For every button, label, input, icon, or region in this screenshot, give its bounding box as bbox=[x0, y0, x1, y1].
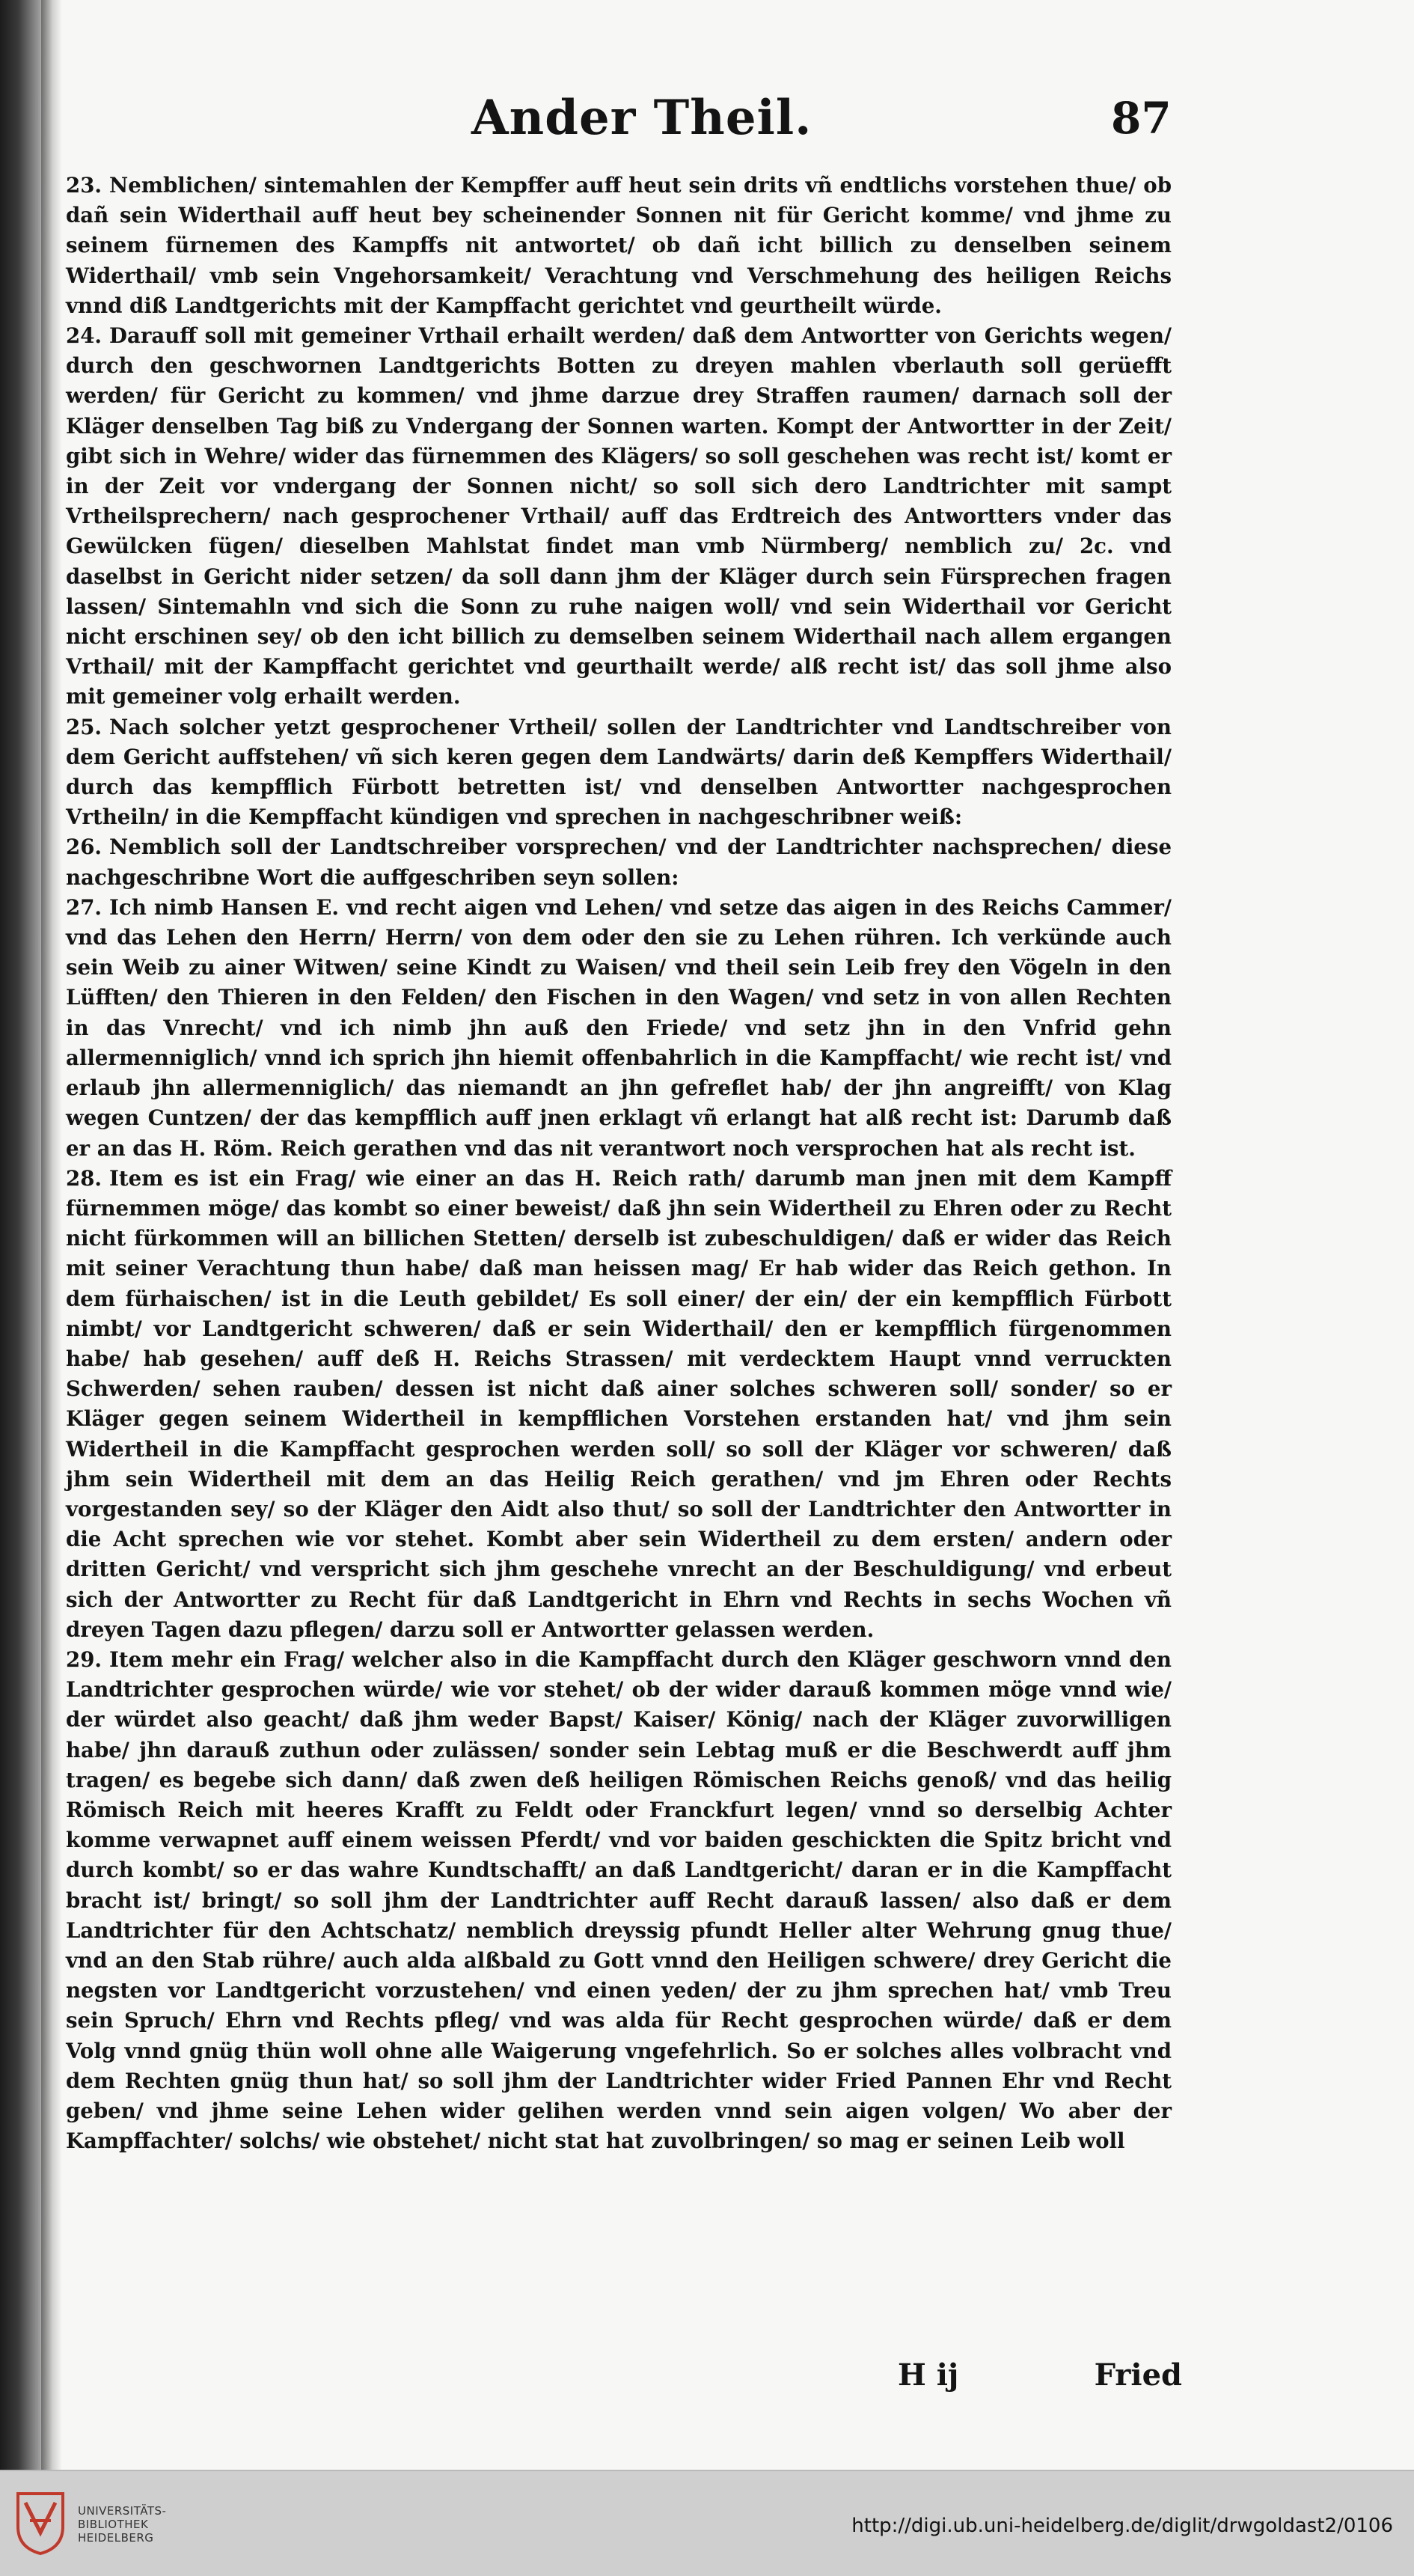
library-name-line: HEIDELBERG bbox=[78, 2531, 154, 2545]
signature-mark: H ij bbox=[898, 2357, 959, 2393]
paragraph-24 bbox=[66, 321, 1172, 712]
viewer-footer-bar bbox=[0, 2470, 1414, 2576]
paragraph-23 bbox=[66, 171, 1172, 321]
paragraph-number: 24. bbox=[66, 323, 102, 349]
paragraph-text: Darauff soll mit gemeiner Vrthail erhailt werden/ daß dem Antwortter von Gerichts wegen/ durch den geschwornen Landtgerichts Botten zu dreyen mahlen vberlauth soll gerüefft werden/ für Gericht zu kommen/ vnd jhme darzue drey Straffen raumen/ darnach soll der Kläger denselben Tag biß zu Vndergang der Sonnen warten. Kompt der Antwortter in der Zeit/ gibt sich in Wehre/ wider das fürnemmen des Klägers/ so soll geschehen was recht ist/ komt er in der Zeit vor vndergang der Sonnen nicht/ so soll sich dero Landtrichter mit sampt Vrtheilsprechern/ nach gesprochener Vrthail/ auff das Erdtreich des Antwortters vnder das Gewülcken fügen/ dieselben Mahlstat findet man vmb Nürmberg/ nemblich zu/ 2c. vnd daselbst in Gericht nider setzen/ da soll dann jhm der Kläger durch sein Fürsprechen fragen lassen/ Sintemahln vnd sich die Sonn zu ruhe naigen woll/ vnd sein Widerthail vor Gericht nicht erschinen sey/ ob den icht billich zu demselben seinem Widerthail nach allem ergangen Vrthail/ mit der Kampffacht gerichtet vnd geurthailt werde/ alß recht ist/ das soll jhme also mit gemeiner volg erhailt werden. bbox=[66, 323, 1172, 709]
page-footer bbox=[898, 2357, 1182, 2402]
library-name-line: BIBLIOTHEK bbox=[78, 2518, 149, 2531]
body-text bbox=[66, 171, 1172, 2156]
library-name-line: UNIVERSITÄTS- bbox=[78, 2504, 167, 2518]
library-name bbox=[78, 2504, 166, 2545]
paragraph-number: 28. bbox=[66, 1165, 102, 1191]
paragraph-27 bbox=[66, 893, 1172, 1164]
running-title: Ander Theil. bbox=[471, 90, 812, 146]
paragraph-text: Ich nimb Hansen E. vnd recht aigen vnd Lehen/ vnd setze das aigen in des Reichs Cammer/ vnd das Lehen den Herrn/ Herrn/ von dem oder den sie zu Lehen rühren. Ich verkünde auch sein Weib zu ainer Witwen/ seine Kindt zu Waisen/ vnd theil sein Leib frey den Vögeln in den Lüfften/ den Thieren in den Felden/ den Fischen in den Wagen/ vnd setz in von allen Rechten in das Vnrecht/ vnd ich nimb jhn auß den Friede/ vnd setz jhn in den Vnfrid gehn allermenniglich/ vnnd ich sprich jhn hiemit offenbahrlich in die Kampffacht/ wie recht ist/ vnd erlaub jhn allermenniglich/ das niemandt an jhn gefreflet hab/ der jhn angreifft/ von Klag wegen Cuntzen/ der das kempfflich auff jnen erklagt vñ erlangt hat alß recht ist: Darumb daß er an das H. Röm. Reich gerathen vnd das nit verantwort noch versprochen hat als recht ist. bbox=[66, 894, 1172, 1161]
source-url-link[interactable]: http://digi.ub.uni-heidelberg.de/diglit/drwgoldast2/0106 bbox=[851, 2515, 1393, 2537]
paragraph-number: 23. bbox=[66, 173, 102, 198]
paragraph-text: Nach solcher yetzt gesprochener Vrtheil/ sollen der Landtrichter vnd Landtschreiber von dem Gericht auffstehen/ vñ sich keren gegen dem Landwärts/ darin deß Kempffers Widerthail/ durch das kempfflich Fürbott betretten ist/ vnd denselben Antwortter nachgesprochen Vrtheiln/ in die Kempffacht kündigen vnd sprechen in nachgeschribner weiß: bbox=[66, 714, 1172, 830]
paragraph-number: 25. bbox=[66, 714, 102, 739]
paragraph-text: Nemblich soll der Landtschreiber vorsprechen/ vnd der Landtrichter nachsprechen/ diese nachgeschribne Wort die auffgeschriben seyn sollen: bbox=[66, 834, 1172, 890]
paragraph-29 bbox=[66, 1645, 1172, 2156]
catchword: Fried bbox=[1094, 2357, 1182, 2393]
page-header bbox=[67, 90, 1190, 172]
paragraph-text: Item mehr ein Frag/ welcher also in die Kampffacht durch den Kläger geschworn vnnd den Landtrichter gesprochen würde/ wie vor stehet/ ob der wider darauß kommen möge vnnd wie/ der würdet also geacht/ daß jhm weder Bapst/ Kaiser/ König/ nach der Kläger zuvorwilligen habe/ jhn darauß zuthun oder zulässen/ sonder sein Lebtag muß er die Beschwerdt auff jhm tragen/ es begebe sich dann/ daß zwen deß heiligen Römischen Reichs genoß/ vnd das heilig Römisch Reich mit heeres Krafft zu Feldt oder Franckfurt legen/ vnnd so derselbig Achter komme verwapnet auff einem weissen Pferdt/ vnd vor baiden geschickten die Spitz bricht vnd durch kombt/ so er das wahre Kundtschafft/ an daß Landtgericht/ daran er in die Kampffacht bracht ist/ bringt/ so soll jhm der Landtrichter auff Recht darauß lassen/ also daß er dem Landtrichter für den Achtschatz/ nemblich dreyssig pfundt Heller alter Wehrung gnug thue/ vnd an den Stab rühre/ auch alda alßbald zu Gott vnnd den Heiligen schwere/ drey Gericht die negsten vor Landtgericht vorzustehen/ vnd einen yeden/ der zu jhm sprechen hat/ vmb Treu sein Spruch/ Ehrn vnd Rechts pfleg/ vnd was alda für Recht gesprochen würde/ daß er dem Volg vnnd gnüg thün woll ohne alle Waigerung vngefehrlich. So er solches alles volbracht vnd dem Rechten gnüg thun hat/ so soll jhm der Landtrichter wider Fried Pannen Ehr vnd Recht geben/ vnd jhme seine Lehen wider gelihen werden vnnd sein aigen volgen/ Wo aber der Kampffachter/ solchs/ wie obstehet/ nicht stat hat zuvolbringen/ so mag er seinen Leib woll bbox=[66, 1646, 1172, 2154]
paragraph-text: Item es ist ein Frag/ wie einer an das H. Reich rath/ darumb man jnen mit dem Kampff fürnemmen möge/ das kombt so einer beweist/ daß jhn sein Widertheil zu Ehren oder zu Recht nicht fürkommen will an billichen Stetten/ derselb ist zubeschuldigen/ daß er wider das Reich mit seiner Verachtung thun habe/ daß man heissen mag/ Er hab wider das Reich gethon. In dem fürhaischen/ ist in die Leuth gebildet/ Es soll einer/ der ein/ der ein kempfflich Fürbott nimbt/ vor Landtgericht schweren/ daß er sein Widerthail/ den er kempfflich fürgenommen habe/ hab gesehen/ auff deß H. Reichs Strassen/ mit verdecktem Haupt vnnd verruckten Schwerden/ sehen rauben/ dessen ist nicht daß ainer solches schweren soll/ sonder/ so er Kläger gegen seinem Widertheil in kempfflichen Vorstehen erstanden hat/ vnd jhm sein Widertheil in die Kampffacht gesprochen werden soll/ so soll der Kläger vor schweren/ daß jhm sein Widertheil mit dem an das Heilig Reich gerathen/ vnd jm Ehren oder Rechts vorgestanden sey/ so der Kläger den Aidt also thut/ so soll der Landtrichter den Antwortter in die Acht sprechen wie vor stehet. Kombt aber sein Widertheil zu dem ersten/ andern oder dritten Gericht/ vnd verspricht sich jhm geschehe vnrecht an der Beschuldigung/ vnd erbeut sich der Antwortter zu Recht für daß Landtgericht in Ehrn vnd Rechts in sechs Wochen vñ dreyen Tagen dazu pflegen/ darzu soll er Antwortter gelassen werden. bbox=[66, 1165, 1172, 1642]
paragraph-text: Nemblichen/ sintemahlen der Kempffer auff heut sein drits vñ endtlichs vorstehen thue/ ob dañ sein Widerthail auff heut bey scheinender Sonnen nit für Gericht komme/ vnd jhme zu seinem fürnemen des Kampffs nit antwortet/ ob dañ icht billich zu denselben seinem Widerthail/ vmb sein Vngehorsamkeit/ Verachtung vnd Verschmehung des heiligen Reichs vnnd diß Landtgerichts mit der Kampffacht gerichtet vnd geurtheilt würde. bbox=[66, 173, 1172, 318]
paragraph-26 bbox=[66, 832, 1172, 892]
university-seal-icon[interactable] bbox=[13, 2488, 67, 2557]
paragraph-25 bbox=[66, 712, 1172, 833]
page-gutter-fade bbox=[41, 0, 62, 2470]
paragraph-number: 29. bbox=[66, 1646, 102, 1672]
page-number: 87 bbox=[1111, 93, 1172, 144]
paragraph-28 bbox=[66, 1164, 1172, 1645]
paragraph-number: 27. bbox=[66, 894, 102, 920]
paragraph-number: 26. bbox=[66, 834, 102, 860]
